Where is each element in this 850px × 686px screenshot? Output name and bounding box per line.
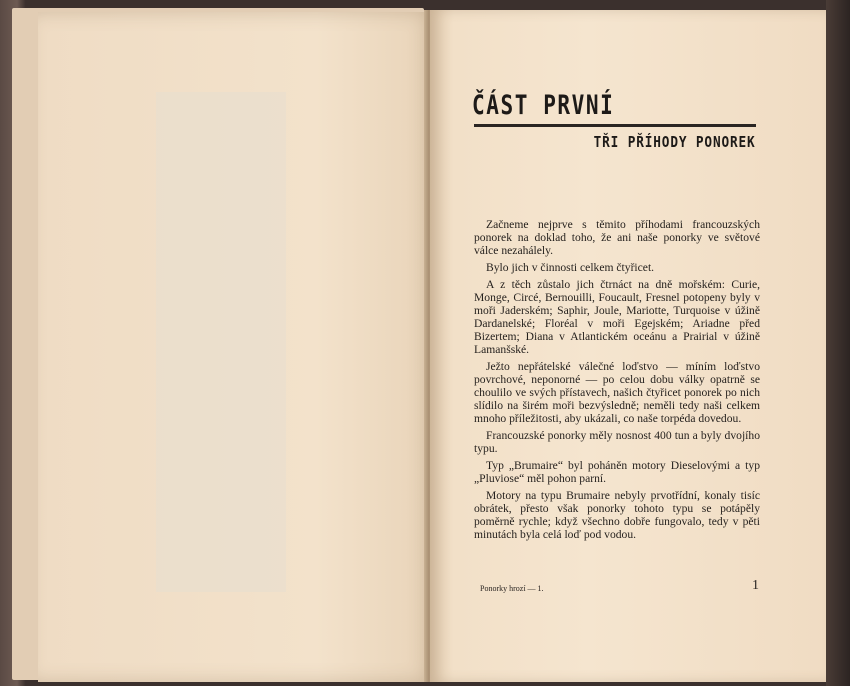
paragraph: Ježto nepřátelské válečné loďstvo — míním loďstvo povrchové, neponorné — po celou dobu války opatrně se choulilo ve svých přístavech, našich čtyřicet ponorek po nich slídilo na širém moři bezvýsledně; neměli tedy naši celkem mnoho příležitosti, aby ukázali, co naše torpéda dovedou. (474, 360, 760, 425)
paragraph: Začneme nejprve s těmito příhodami francouzských ponorek na doklad toho, že ani naše ponorky ve světové válce nezahálely. (474, 218, 760, 257)
paragraph: Bylo jich v činnosti celkem čtyřicet. (486, 261, 655, 274)
title-rule (474, 124, 756, 127)
page-number: 1 (752, 578, 759, 593)
paragraph: A z těch zůstalo jich čtrnáct na dně mořském: Curie, Monge, Circé, Bernouilli, Foucault, Fresnel potopeny byly v moři Jaderském; Saphir, Joule, Mariotte, Turquoise v úžině Dardanelské; Floréal v moři Egejském; Ariadne před Bizertem; Diana v Atlantickém oceánu a Prairial v úžině Lamanšské. (474, 278, 760, 356)
left-page (38, 12, 436, 682)
page-footer-label: Ponorky hrozí — 1. (480, 584, 544, 593)
paragraph: Typ „Brumaire“ byl poháněn motory Dieselovými a typ „Pluviose“ měl pohon parní. (474, 459, 760, 485)
body-text (474, 218, 760, 545)
paragraph: Motory na typu Brumaire nebyly prvotřídní, konaly tisíc obrátek, přesto však ponorky tohoto typu se potápěly poměrně rychle; když všechno dobře fungovalo, tedy v pěti minutách byla celá loď pod vodou. (474, 489, 760, 541)
paragraph: Francouzské ponorky měly nosnost 400 tun a byly dvojího typu. (474, 429, 760, 455)
show-through-block (156, 92, 286, 592)
book-cover-right-edge (826, 0, 850, 686)
chapter-subtitle: TŘI PŘÍHODY PONOREK (593, 133, 756, 151)
part-title: ČÁST PRVNÍ (472, 90, 615, 121)
